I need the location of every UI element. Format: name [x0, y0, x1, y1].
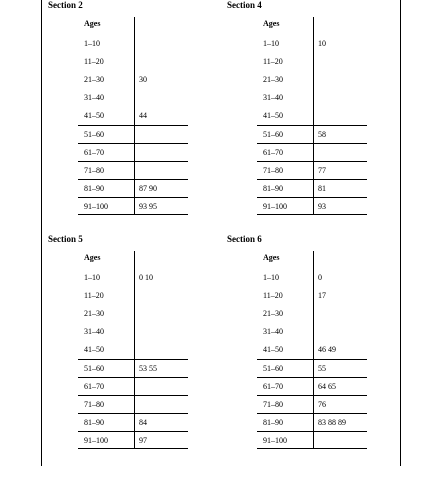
- age-values: 77: [318, 166, 326, 175]
- age-range-label: 41–50: [84, 345, 104, 354]
- table-row: [257, 377, 367, 395]
- age-range-label: 61–70: [84, 148, 104, 157]
- table-row: [257, 341, 367, 359]
- age-range-label: 21–30: [84, 75, 104, 84]
- age-range-label: 11–20: [84, 57, 104, 66]
- age-range-label: 71–80: [263, 166, 283, 175]
- ages-header: Ages: [84, 19, 101, 28]
- table-row: [257, 107, 367, 125]
- table-row: [78, 125, 188, 143]
- age-range-label: 11–20: [84, 291, 104, 300]
- age-values: 0: [318, 273, 322, 282]
- section-title: Section 5: [48, 234, 83, 244]
- table-row: [257, 359, 367, 377]
- age-range-label: 41–50: [263, 111, 283, 120]
- table-bottom-rule: [78, 214, 188, 215]
- age-range-label: 21–30: [84, 309, 104, 318]
- ages-header: Ages: [263, 19, 280, 28]
- table-header-row: [78, 251, 188, 269]
- age-values: 55: [318, 364, 326, 373]
- age-range-label: 31–40: [84, 327, 104, 336]
- ages-header: Ages: [84, 253, 101, 262]
- table-row: [257, 143, 367, 161]
- age-values: 87 90: [139, 184, 157, 193]
- age-range-label: 21–30: [263, 309, 283, 318]
- age-values: 64 65: [318, 382, 336, 391]
- age-range-label: 41–50: [263, 345, 283, 354]
- age-range-label: 71–80: [263, 400, 283, 409]
- age-range-label: 91–100: [263, 202, 287, 211]
- table-row: [78, 197, 188, 215]
- section-title: Section 2: [48, 0, 83, 10]
- table-row: [257, 71, 367, 89]
- age-values: 53 55: [139, 364, 157, 373]
- age-range-label: 1–10: [263, 273, 279, 282]
- table-row: [78, 179, 188, 197]
- age-range-label: 1–10: [84, 273, 100, 282]
- age-range-label: 51–60: [263, 364, 283, 373]
- age-values: 97: [139, 436, 147, 445]
- age-range-label: 51–60: [84, 130, 104, 139]
- age-range-label: 91–100: [84, 202, 108, 211]
- age-values: 81: [318, 184, 326, 193]
- table-row: [78, 413, 188, 431]
- table-row: [257, 179, 367, 197]
- age-values: 58: [318, 130, 326, 139]
- age-values: 46 49: [318, 345, 336, 354]
- table-row: [257, 431, 367, 449]
- age-range-label: 31–40: [263, 93, 283, 102]
- table-row: [78, 305, 188, 323]
- table-row: [257, 395, 367, 413]
- table-row: [257, 125, 367, 143]
- table-row: [78, 35, 188, 53]
- age-range-label: 71–80: [84, 166, 104, 175]
- table-row: [257, 35, 367, 53]
- age-range-label: 1–10: [263, 39, 279, 48]
- age-range-label: 51–60: [263, 130, 283, 139]
- table-row: [257, 413, 367, 431]
- table-row: [257, 53, 367, 71]
- table-row: [78, 377, 188, 395]
- table-row: [257, 161, 367, 179]
- age-range-label: 51–60: [84, 364, 104, 373]
- table-bottom-rule: [78, 448, 188, 449]
- page-left-border: [41, 0, 42, 466]
- age-range-label: 91–100: [263, 436, 287, 445]
- age-range-label: 21–30: [263, 75, 283, 84]
- age-values: 17: [318, 291, 326, 300]
- age-range-label: 1–10: [84, 39, 100, 48]
- table-row: [78, 431, 188, 449]
- page-right-border: [400, 0, 401, 466]
- age-values: 30: [139, 75, 147, 84]
- age-values: 76: [318, 400, 326, 409]
- age-values: 0 10: [139, 273, 153, 282]
- table-row: [257, 287, 367, 305]
- age-range-label: 81–90: [263, 184, 283, 193]
- table-row: [78, 341, 188, 359]
- age-range-label: 11–20: [263, 57, 283, 66]
- age-range-label: 31–40: [263, 327, 283, 336]
- table-row: [78, 359, 188, 377]
- table-row: [78, 71, 188, 89]
- age-range-label: 81–90: [84, 184, 104, 193]
- section-title: Section 6: [227, 234, 262, 244]
- age-values: 84: [139, 418, 147, 427]
- age-range-label: 81–90: [263, 418, 283, 427]
- age-values: 10: [318, 39, 326, 48]
- table-header-row: [257, 17, 367, 35]
- table-header-row: [78, 17, 188, 35]
- table-row: [78, 107, 188, 125]
- age-range-label: 71–80: [84, 400, 104, 409]
- table-row: [257, 89, 367, 107]
- table-row: [78, 323, 188, 341]
- age-range-label: 61–70: [84, 382, 104, 391]
- table-row: [78, 89, 188, 107]
- table-row: [78, 161, 188, 179]
- age-range-label: 11–20: [263, 291, 283, 300]
- section-title: Section 4: [227, 0, 262, 10]
- table-row: [78, 287, 188, 305]
- table-row: [257, 197, 367, 215]
- table-row: [78, 53, 188, 71]
- age-range-label: 31–40: [84, 93, 104, 102]
- age-range-label: 61–70: [263, 148, 283, 157]
- age-values: 93 95: [139, 202, 157, 211]
- table-row: [257, 269, 367, 287]
- age-range-label: 91–100: [84, 436, 108, 445]
- age-range-label: 61–70: [263, 382, 283, 391]
- age-values: 93: [318, 202, 326, 211]
- age-range-label: 41–50: [84, 111, 104, 120]
- age-values: 44: [139, 111, 147, 120]
- table-row: [78, 395, 188, 413]
- table-row: [257, 305, 367, 323]
- table-row: [78, 269, 188, 287]
- table-row: [257, 323, 367, 341]
- age-values: 83 88 89: [318, 418, 346, 427]
- table-bottom-rule: [257, 214, 367, 215]
- age-range-label: 81–90: [84, 418, 104, 427]
- table-row: [78, 143, 188, 161]
- ages-header: Ages: [263, 253, 280, 262]
- table-header-row: [257, 251, 367, 269]
- table-bottom-rule: [257, 448, 367, 449]
